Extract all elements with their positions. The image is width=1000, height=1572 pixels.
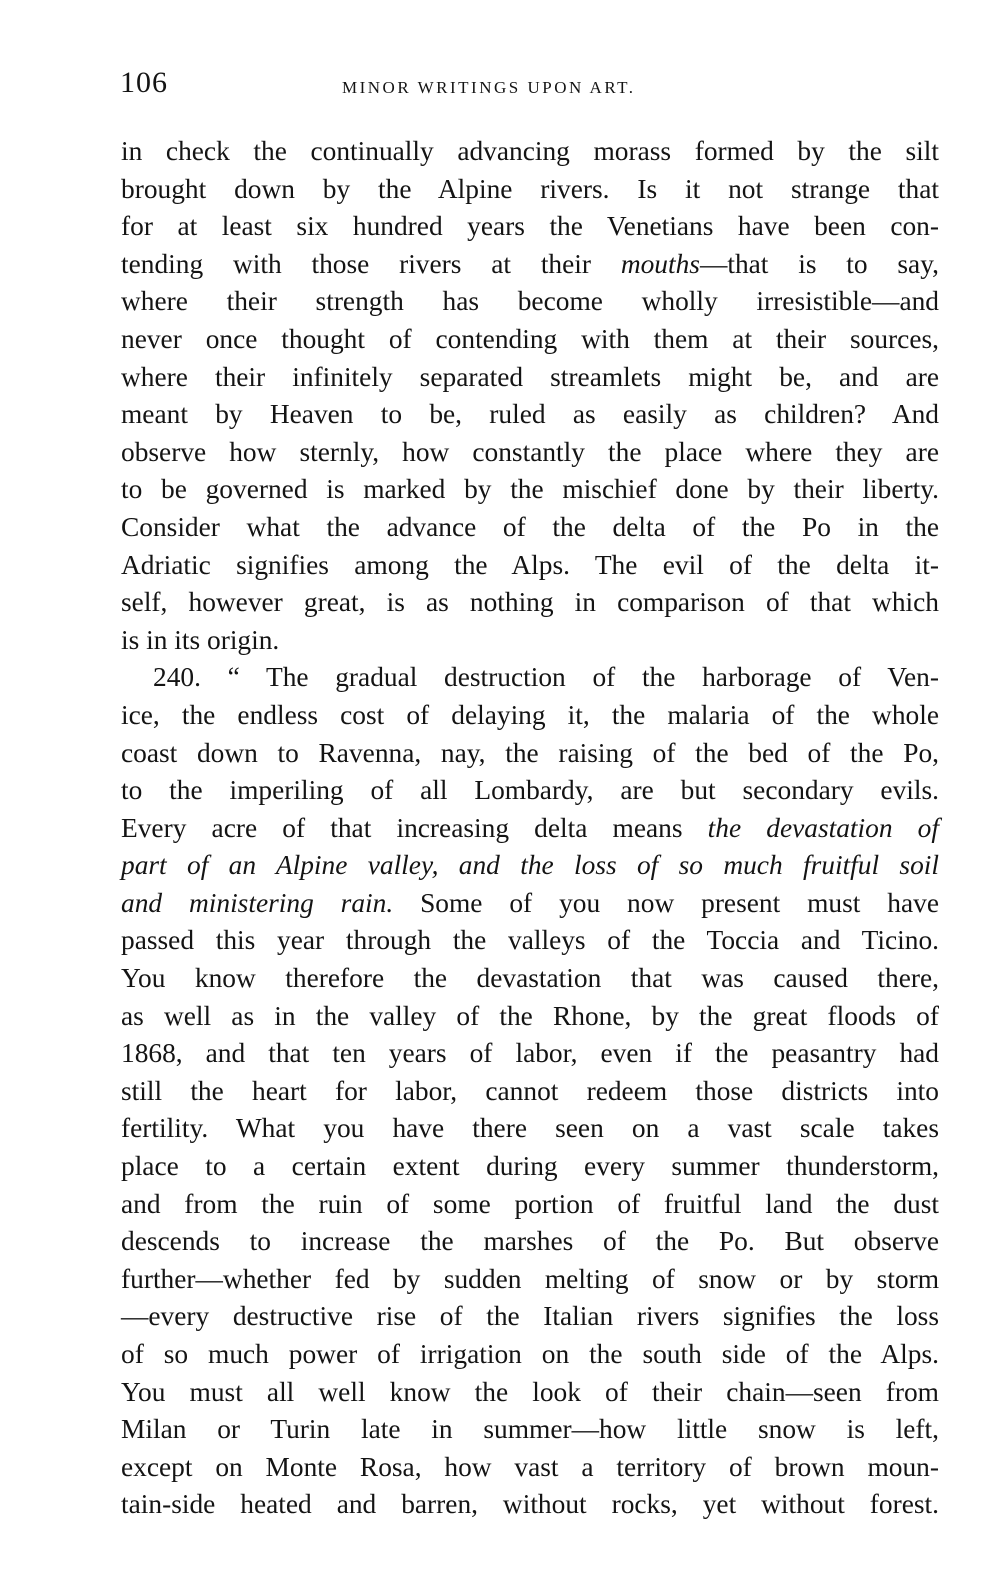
text-line: self, however great, is as nothing in comparison of that which bbox=[121, 587, 939, 618]
text-line: tain-side heated and barren, without rocks, yet without forest. bbox=[121, 1489, 939, 1520]
text-line: observe how sternly, how constantly the place where they are bbox=[121, 436, 939, 467]
paragraph bbox=[121, 659, 939, 1524]
text-line: for at least six hundred years the Venetians have been con- bbox=[121, 211, 939, 242]
text-line: fertility. What you have there seen on a vast scale takes bbox=[121, 1113, 939, 1144]
text-line: 240. “ The gradual destruction of the harborage of Ven- bbox=[153, 662, 939, 693]
text-line: tending with those rivers at their mouths—that is to say, bbox=[121, 248, 939, 279]
page-number: 106 bbox=[120, 66, 168, 99]
text-line: 1868, and that ten years of labor, even if the peasantry had bbox=[121, 1038, 939, 1069]
body-text bbox=[121, 133, 939, 1524]
text-line: where their strength has become wholly irresistible—and bbox=[121, 286, 939, 317]
text-line: Milan or Turin late in summer—how little snow is left, bbox=[121, 1414, 939, 1445]
italic-text: mouths bbox=[620, 248, 700, 279]
text-line: place to a certain extent during every summer thunderstorm, bbox=[121, 1151, 939, 1182]
text-line: You know therefore the devastation that was caused there, bbox=[121, 963, 939, 994]
text-line: ice, the endless cost of delaying it, the malaria of the whole bbox=[121, 699, 939, 730]
running-title: MINOR WRITINGS UPON ART. bbox=[342, 78, 636, 97]
running-head bbox=[120, 66, 940, 106]
text-line: coast down to Ravenna, nay, the raising of the bed of the Po, bbox=[121, 737, 939, 768]
text-line: meant by Heaven to be, ruled as easily as children? And bbox=[121, 399, 939, 430]
text-line: except on Monte Rosa, how vast a territory of brown moun- bbox=[121, 1451, 939, 1482]
text-line: where their infinitely separated streamlets might be, and are bbox=[121, 361, 939, 392]
italic-text: the devastation of bbox=[707, 812, 939, 843]
text-line: further—whether fed by sudden melting of snow or by storm bbox=[121, 1263, 939, 1294]
italic-text: and ministering rain. bbox=[121, 887, 394, 918]
text-line: never once thought of contending with them at their sources, bbox=[121, 323, 939, 354]
text-line: in check the continually advancing morass formed by the silt bbox=[121, 136, 939, 166]
text-line: brought down by the Alpine rivers. Is it not strange that bbox=[121, 173, 939, 204]
text-line: Adriatic signifies among the Alps. The evil of the delta it- bbox=[121, 549, 939, 580]
text-line: passed this year through the valleys of the Toccia and Ticino. bbox=[121, 925, 939, 956]
text-line: Consider what the advance of the delta of the Po in the bbox=[121, 511, 939, 542]
text-line: still the heart for labor, cannot redeem those districts into bbox=[121, 1075, 939, 1106]
text-line: —every destructive rise of the Italian rivers signifies the loss bbox=[121, 1301, 939, 1332]
text-line: descends to increase the marshes of the Po. But observe bbox=[121, 1226, 939, 1257]
text-line: Every acre of that increasing delta means the devastation of bbox=[121, 812, 939, 843]
text-line: and from the ruin of some portion of fruitful land the dust bbox=[121, 1188, 939, 1219]
text-line: and ministering rain. Some of you now present must have bbox=[121, 887, 939, 918]
text-line: part of an Alpine valley, and the loss of so much fruitful soil bbox=[121, 850, 939, 881]
text-line: to be governed is marked by the mischief done by their liberty. bbox=[121, 474, 939, 505]
text-line: to the imperiling of all Lombardy, are but secondary evils. bbox=[121, 775, 939, 806]
text-line: of so much power of irrigation on the south side of the Alps. bbox=[121, 1339, 939, 1369]
text-line: You must all well know the look of their chain—seen from bbox=[121, 1376, 939, 1407]
paragraph bbox=[121, 133, 939, 659]
text-line: is in its origin. bbox=[121, 624, 280, 655]
text-line: as well as in the valley of the Rhone, by the great floods of bbox=[121, 1000, 939, 1031]
